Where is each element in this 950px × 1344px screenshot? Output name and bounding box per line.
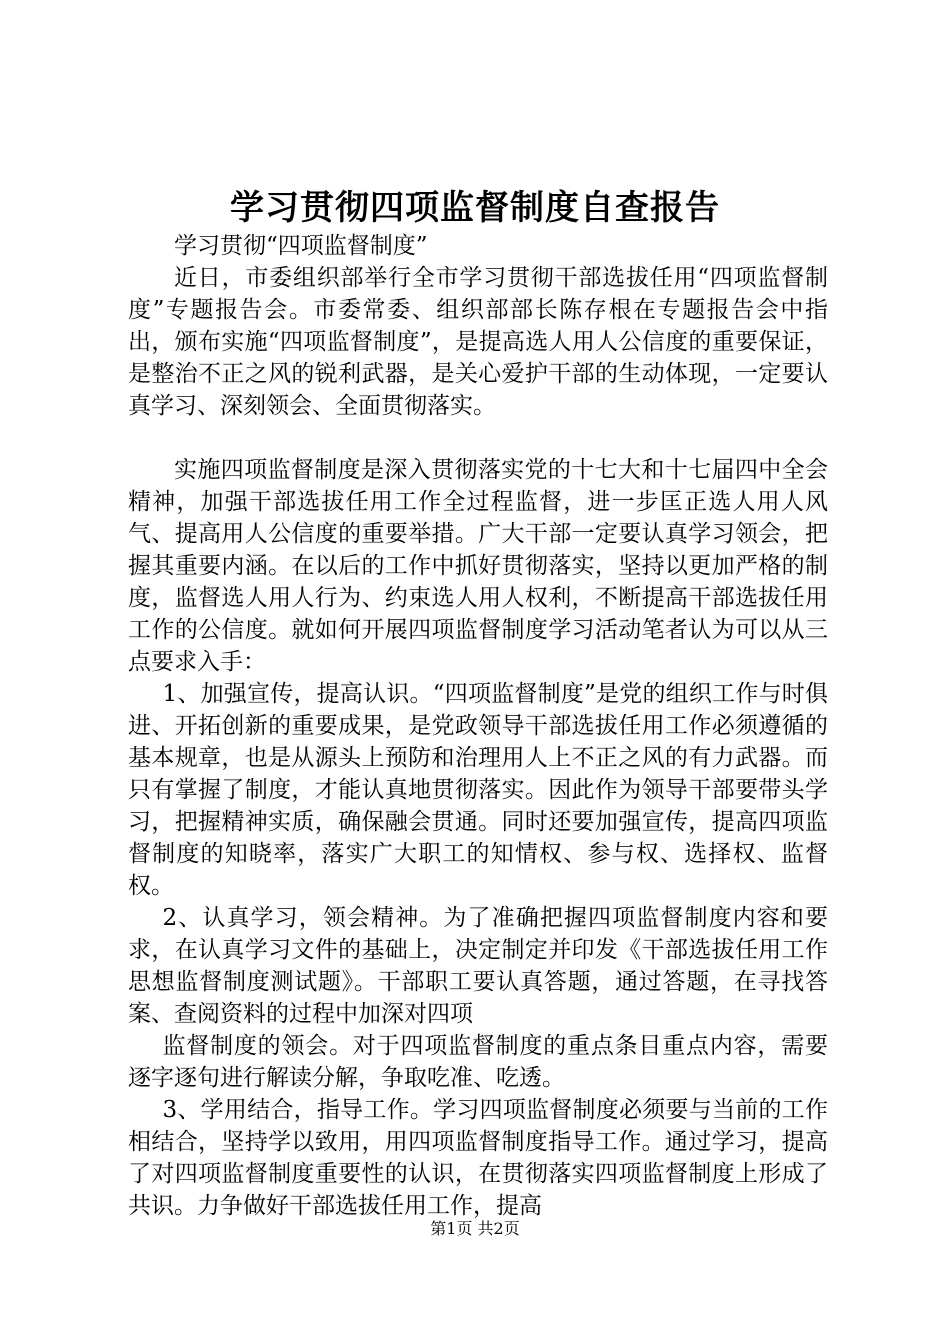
paragraph-point-3: 3、学用结合，指导工作。学习四项监督制度必须要与当前的工作相结合，坚持学以致用，用四项监督制度指导工作。通过学习，提高了对四项监督制度重要性的认识，在贯彻落实四项监督制度上形成了共识。力争做好干部选拔任用工作，提高 bbox=[128, 1097, 828, 1219]
paragraph-point-2-continued: 监督制度的领会。对于四项监督制度的重点条目重点内容，需要逐字逐句进行解读分解，争取吃准、吃透。 bbox=[128, 1033, 828, 1091]
paragraph-implementation: 实施四项监督制度是深入贯彻落实党的十七大和十七届四中全会精神，加强干部选拔任用工作全过程监督，进一步匡正选人用人风气、提高用人公信度的重要举措。广大干部一定要认真学习领会，把握其重要内涵。在以后的工作中抓好贯彻落实，坚持以更加严格的制度，监督选人用人行为、约束选人用人权利，不断提高干部选拔任用工作的公信度。就如何开展四项监督制度学习活动笔者认为可以从三点要求入手： bbox=[128, 457, 828, 675]
document-body bbox=[128, 230, 828, 1222]
page-footer: 第1页 共2页 bbox=[430, 1219, 520, 1238]
paragraph-point-2: 2、认真学习，领会精神。为了准确把握四项监督制度内容和要求，在认真学习文件的基础上，决定制定并印发《干部选拔任用工作思想监督制度测试题》。干部职工要认真答题，通过答题，在寻找答案、查阅资料的过程中加深对四项 bbox=[128, 905, 828, 1027]
paragraph-subtitle: 学习贯彻“四项监督制度” bbox=[174, 233, 428, 259]
paragraph-point-1: 1、加强宣传，提高认识。“四项监督制度”是党的组织工作与时俱进、开拓创新的重要成果，是党政领导干部选拔任用工作必须遵循的基本规章，也是从源头上预防和治理用人上不正之风的有力武器。而只有掌握了制度，才能认真地贯彻落实。因此作为领导干部要带头学习，把握精神实质，确保融会贯通。同时还要加强宣传，提高四项监督制度的知晓率，落实广大职工的知情权、参与权、选择权、监督权。 bbox=[128, 681, 828, 899]
document-title: 学习贯彻四项监督制度自查报告 bbox=[230, 188, 720, 228]
paragraph-intro: 近日，市委组织部举行全市学习贯彻干部选拔任用“四项监督制度”专题报告会。市委常委、组织部部长陈存根在专题报告会中指出，颁布实施“四项监督制度”，是提高选人用人公信度的重要保证，是整治不正之风的锐利武器，是关心爱护干部的生动体现，一定要认真学习、深刻领会、全面贯彻落实。 bbox=[128, 265, 828, 419]
